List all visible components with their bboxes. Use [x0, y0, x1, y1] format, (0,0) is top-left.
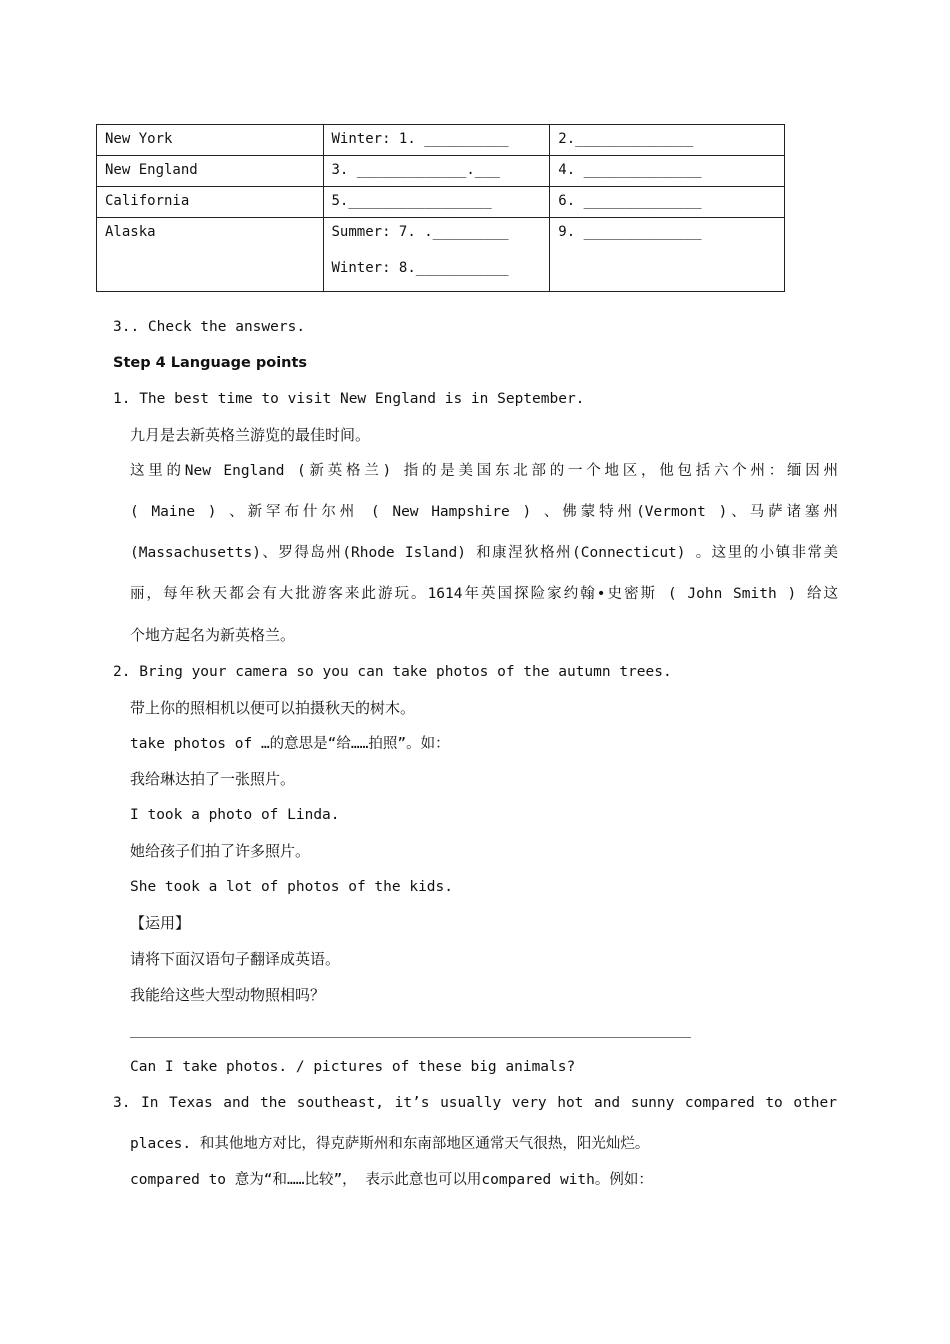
- example-zh: 她给孩子们拍了许多照片。: [130, 842, 311, 860]
- blank-cell: [323, 187, 550, 218]
- point-sentence: 1. The best time to visit New England is in September.: [113, 391, 585, 407]
- exercise-answer: Can I take photos. / pictures of these big animals?: [130, 1059, 576, 1075]
- section-heading: Step 4 Language points: [113, 355, 308, 371]
- instruction-line: 3.. Check the answers.: [113, 319, 306, 335]
- blank-cell: 4. ______________: [550, 156, 785, 187]
- explanation-line: compared to 意为“和……比较”， 表示此意也可以用compared with。例如：: [130, 1172, 653, 1188]
- table-row: [97, 156, 785, 187]
- blank-text: Winter: 1. __________: [331, 131, 509, 147]
- blank-cell: [323, 156, 550, 187]
- place-cell: New England: [97, 156, 324, 187]
- place-cell: Alaska: [97, 218, 324, 292]
- explanation-line: 个地方起名为新英格兰。: [130, 626, 296, 644]
- point-sentence: 2. Bring your camera so you can take photos of the autumn trees.: [113, 664, 672, 680]
- answer-line: [130, 1037, 691, 1038]
- exercise-heading: 【运用】: [130, 914, 191, 932]
- explanation-line: ( Maine ) 、新罕布什尔州 ( New Hampshire ) 、佛蒙特州(Vermont )、马萨诸塞州: [130, 504, 838, 520]
- explanation-line: (Massachusetts)、罗得岛州(Rhode Island) 和康涅狄格州(Connecticut) 。这里的小镇非常美: [130, 545, 838, 561]
- blank-text: Winter: 8.___________: [331, 260, 509, 276]
- point-sentence: 3. In Texas and the southeast, it’s usually very hot and sunny compared to other: [113, 1095, 837, 1111]
- exercise-question: 我能给这些大型动物照相吗？: [130, 986, 326, 1004]
- blank-cell: 9. ______________: [550, 218, 785, 292]
- translation-line: 九月是去新英格兰游览的最佳时间。: [130, 426, 371, 444]
- blank-cell: [323, 125, 550, 156]
- fill-in-table: [96, 124, 785, 292]
- blank-cell: 6. ______________: [550, 187, 785, 218]
- explanation-line: 丽，每年秋天都会有大批游客来此游玩。1614年英国探险家约翰•史密斯 ( John Smith ) 给这: [130, 586, 838, 602]
- blank-text: Summer: 7. ._________: [331, 224, 509, 240]
- translation-line: 带上你的照相机以便可以拍摄秋天的树木。: [130, 699, 416, 717]
- example-en: She took a lot of photos of the kids.: [130, 879, 454, 895]
- place-cell: California: [97, 187, 324, 218]
- exercise-instruction: 请将下面汉语句子翻译成英语。: [130, 950, 341, 968]
- translation-line: places. 和其他地方对比，得克萨斯州和东南部地区通常天气很热，阳光灿烂。: [130, 1136, 650, 1152]
- blank-text: 5._________________: [331, 193, 492, 209]
- explanation-line: 这里的New England (新英格兰) 指的是美国东北部的一个地区，他包括六个州：缅因州: [130, 463, 838, 479]
- example-zh: 我给琳达拍了一张照片。: [130, 770, 296, 788]
- table-row: [97, 187, 785, 218]
- table-row: [97, 125, 785, 156]
- blank-cell: 2.______________: [550, 125, 785, 156]
- example-en: I took a photo of Linda.: [130, 807, 340, 823]
- blank-text: 3. _____________.___: [331, 162, 501, 178]
- place-cell: New York: [97, 125, 324, 156]
- blank-cell: [323, 218, 550, 292]
- table-row: [97, 218, 785, 292]
- explanation-line: take photos of …的意思是“给……拍照”。如：: [130, 736, 450, 752]
